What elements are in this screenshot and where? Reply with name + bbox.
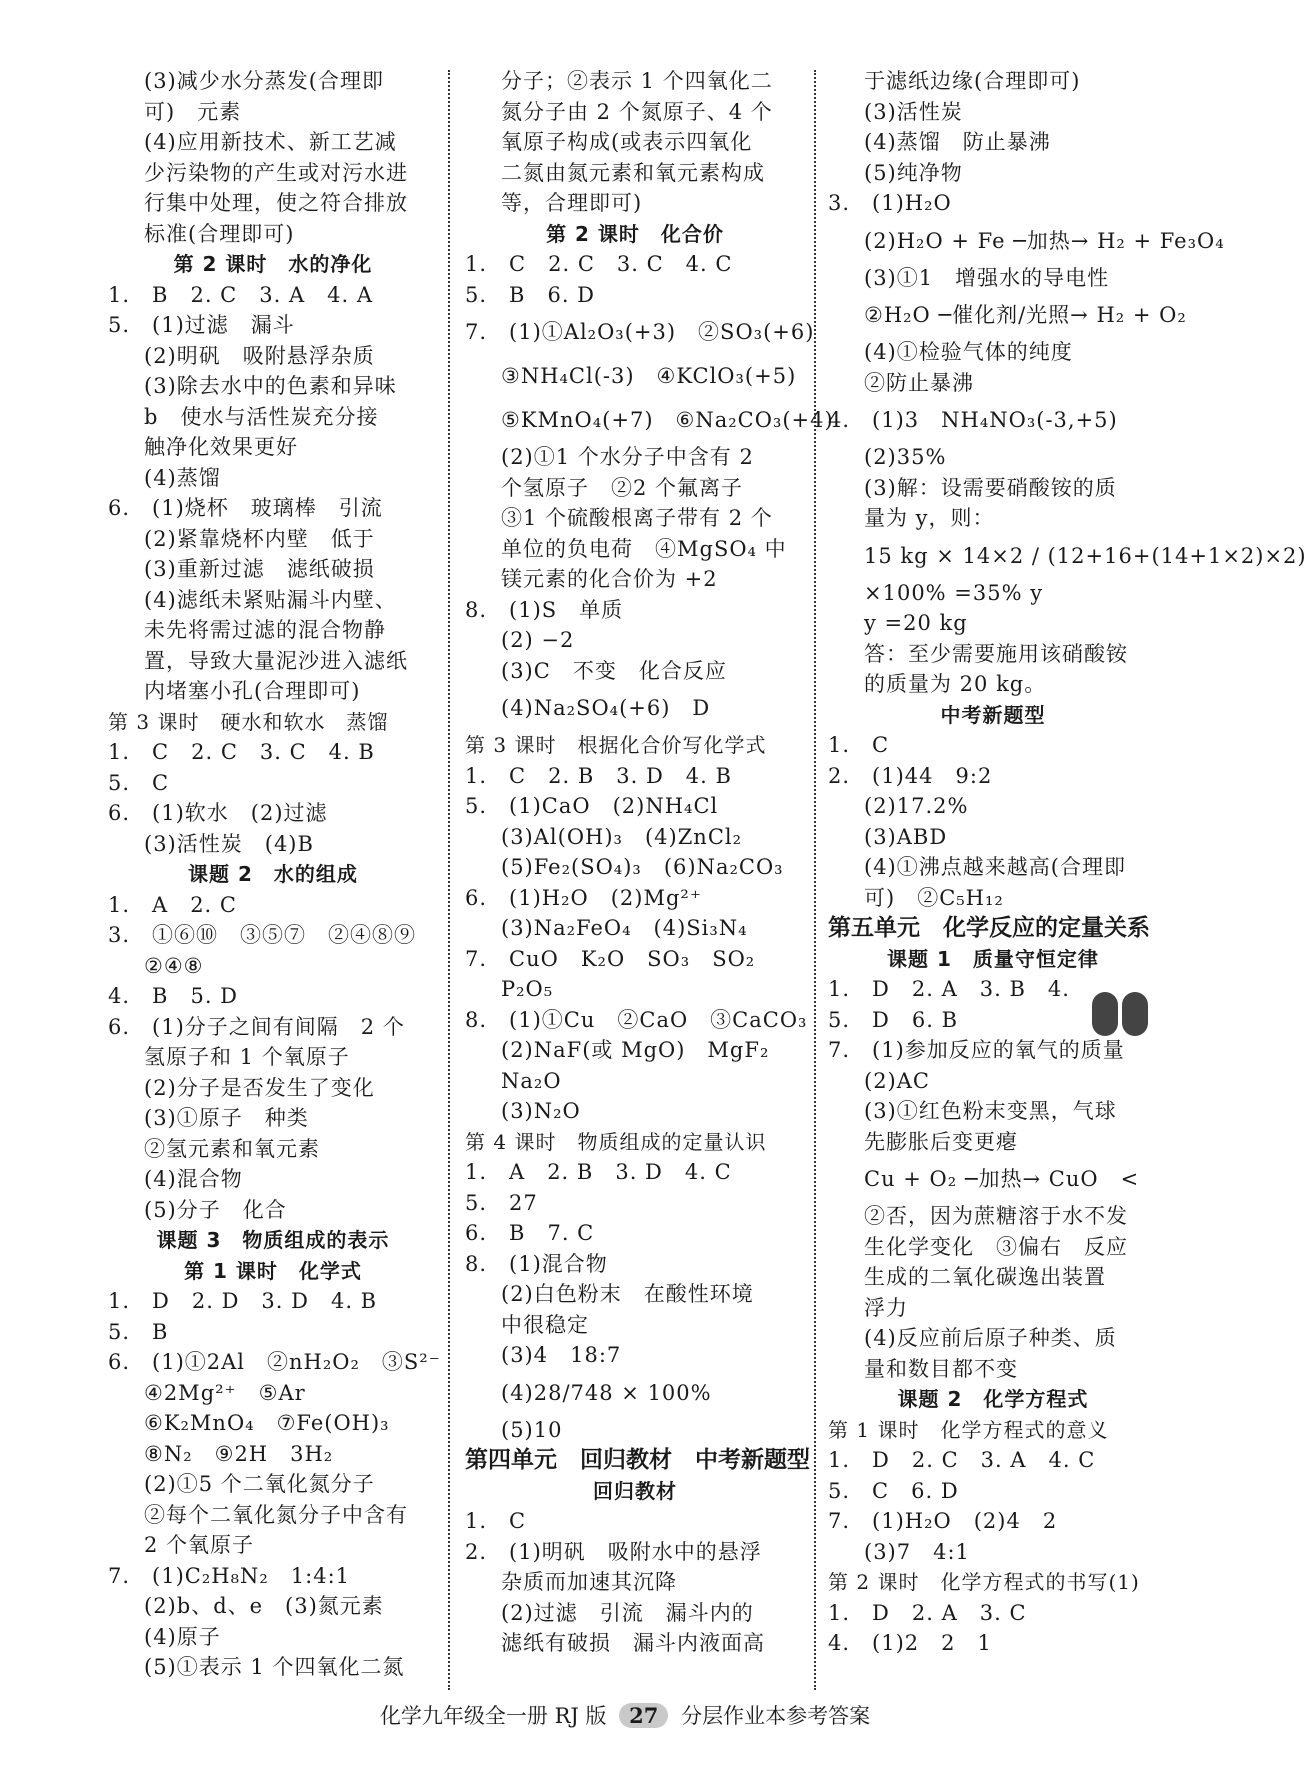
answer-line: 先膨胀后变更瘪 (864, 1129, 1018, 1154)
answer-line: (2)35% (864, 445, 947, 469)
answer-line: 杂质而加速其沉降 (501, 1570, 677, 1594)
answer-line: (4)滤纸未紧贴漏斗内壁、 (144, 587, 397, 612)
answer-line: (3)重新过滤 滤纸破损 (144, 557, 375, 581)
answer-line: 7. (1)①Al₂O₃(+3) ②SO₃(+6) (465, 320, 815, 344)
answer-line: ②氢元素和氧元素 (144, 1136, 320, 1161)
answer-line: 于滤纸边缘(合理即可) (864, 69, 1081, 93)
answer-line: (2) −2 (501, 628, 575, 652)
answer-line: (3)N₂O (501, 1099, 581, 1123)
answer-line: (4)28/748 × 100% (501, 1380, 712, 1405)
answer-line: (4)①检验气体的纯度 (864, 340, 1073, 364)
answer-line: 第 3 课时 根据化合价写化学式 (465, 733, 767, 757)
answer-line: 1. D 2. A 3. C (828, 1600, 1027, 1625)
answer-line: ⑤KMnO₄(+7) ⑥Na₂CO₃(+4) (501, 408, 834, 432)
answer-line: 少污染物的产生或对污水进 (144, 160, 408, 185)
answer-line: (5)纯净物 (864, 160, 963, 185)
answer-line: (2)紧靠烧杯内壁 低于 (144, 526, 375, 551)
answer-line: (4)①沸点越来越高(合理即 (864, 855, 1126, 879)
answer-line: 中很稳定 (501, 1312, 589, 1337)
answer-line: 单位的负电荷 ④MgSO₄ 中 (501, 536, 787, 561)
answer-line: 7. (1)参加反应的氧气的质量 (828, 1038, 1125, 1062)
answer-line: 的质量为 20 kg。 (864, 672, 1047, 696)
answer-line: 氢原子和 1 个氧原子 (144, 1045, 350, 1069)
answer-line: 1. C (828, 733, 890, 757)
answer-line: 6. (1)①2Al ②nH₂O₂ ③S²⁻ (108, 1350, 441, 1374)
answer-line: 氧原子构成(或表示四氧化 (501, 130, 753, 154)
answer-line: (5)10 (501, 1417, 563, 1442)
footer-book-title: 化学九年级全一册 RJ 版 (379, 1704, 607, 1728)
answer-line: 行集中处理，使之符合排放 (144, 191, 408, 215)
answer-line: (3)①原子 种类 (144, 1106, 309, 1130)
answer-line: 5. (1)CaO (2)NH₄Cl (465, 794, 719, 818)
answer-line: Cu + O₂ ─加热→ CuO < (864, 1167, 1140, 1191)
answer-line: 2 个氧原子 (144, 1533, 255, 1557)
answer-line: 可) ②C₅H₁₂ (864, 885, 1004, 910)
answer-line: (3)ABD (864, 824, 948, 849)
answer-line: 2. (1)44 9:2 (828, 763, 993, 788)
answer-line: 5. 27 (465, 1190, 538, 1215)
answer-line: ×100% =35% y (864, 580, 1044, 605)
answer-line: (2)①1 个水分子中含有 2 (501, 445, 754, 469)
answer-line: (3)解：设需要硝酸铵的质 (864, 475, 1117, 500)
answer-line: 中考新题型 (940, 702, 1046, 727)
answer-line: 内堵塞小孔(合理即可) (144, 679, 361, 703)
page-number: 27 (619, 1703, 668, 1728)
column-divider-right (814, 70, 816, 1690)
answer-line: 3. (1)H₂O (828, 191, 952, 215)
answer-line: 第 4 课时 物质组成的定量认识 (465, 1129, 767, 1154)
answer-line: ⑥K₂MnO₄ ⑦Fe(OH)₃ (144, 1411, 390, 1435)
answer-line: 第 1 课时 化学方程式的意义 (828, 1417, 1109, 1442)
page-footer (0, 1700, 1250, 1730)
answer-line: 8. (1)S 单质 (465, 597, 624, 622)
answer-line: ②防止暴沸 (864, 370, 974, 395)
answer-line: 答：至少需要施用该硝酸铵 (864, 641, 1128, 666)
answer-line: 回归教材 (593, 1478, 677, 1503)
answer-line: 1. C 2. B 3. D 4. B (465, 763, 732, 788)
answer-line: 课题 2 水的组成 (188, 862, 358, 886)
answer-line: 7. (1)H₂O (2)4 2 (828, 1509, 1058, 1533)
answer-line: 5. B (108, 1319, 169, 1344)
answer-line: (2)过滤 引流 漏斗内的 (501, 1600, 754, 1625)
answer-line: 2. (1)明矾 吸附水中的悬浮 (465, 1539, 762, 1564)
answer-line: 1. A 2. B 3. D 4. C (465, 1160, 732, 1184)
answer-line: 6. (1)软水 (2)过滤 (108, 801, 328, 825)
answer-line: 置，导致大量泥沙进入滤纸 (144, 648, 408, 673)
answer-line: 第四单元 回归教材 中考新题型 (465, 1447, 810, 1473)
answer-line: (2)白色粉末 在酸性环境 (501, 1282, 754, 1306)
answer-line: 8. (1)①Cu ②CaO ③CaCO₃ (465, 1007, 808, 1032)
answer-line: 课题 3 物质组成的表示 (156, 1228, 390, 1252)
answer-line: 1. B 2. C 3. A 4. A (108, 282, 374, 307)
answer-line: 6. (1)分子之间有间隔 2 个 (108, 1014, 405, 1039)
answer-line: 生成的二氧化碳逸出装置 (864, 1265, 1106, 1289)
answer-line: 触净化效果更好 (144, 435, 298, 459)
answer-line: 生化学变化 ③偏右 反应 (864, 1234, 1128, 1259)
answer-line: 6. (1)烧杯 玻璃棒 引流 (108, 496, 383, 520)
answer-line: (3)除去水中的色素和异味 (144, 374, 397, 398)
answer-line: 滤纸有破损 漏斗内液面高 (501, 1631, 765, 1655)
answer-line: (4)反应前后原子种类、质 (864, 1326, 1117, 1350)
answer-line: 5. B 6. D (465, 282, 596, 307)
answer-line: 可) 元素 (144, 99, 242, 124)
answer-line: 量和数目都不变 (864, 1356, 1018, 1381)
answer-line: 浮力 (864, 1295, 908, 1320)
answer-line: 1. D 2. A 3. B 4. (828, 977, 1070, 1001)
answer-line: (4)蒸馏 防止暴沸 (864, 130, 1051, 154)
answer-line: ②每个二氧化氮分子中含有 (144, 1502, 408, 1527)
answer-line: (3)7 4:1 (864, 1539, 970, 1564)
answer-line: (5)①表示 1 个四氧化二氮 (144, 1655, 405, 1679)
answer-line: 5. C 6. D (828, 1478, 959, 1503)
answer-line: 1. D 2. C 3. A 4. C (828, 1448, 1096, 1472)
answer-line: 第 1 课时 化学式 (184, 1258, 362, 1283)
answer-line: y =20 kg (864, 611, 968, 635)
answer-line: 7. (1)C₂H₈N₂ 1:4:1 (108, 1563, 351, 1588)
answer-column-2 (465, 66, 834, 1659)
answer-line: (2)AC (864, 1068, 930, 1093)
answer-line: 7. CuO K₂O SO₃ SO₂ (465, 946, 756, 971)
answer-line: b 使水与活性炭充分接 (144, 404, 379, 429)
answer-line: ②④⑧ (144, 953, 204, 978)
footer-section-title: 分层作业本参考答案 (681, 1704, 871, 1728)
answer-line: (3)减少水分蒸发(合理即 (144, 69, 384, 93)
answer-column-3 (828, 66, 1307, 1659)
answer-line: 1. C 2. C 3. C 4. B (108, 740, 375, 764)
decorative-dots (1092, 992, 1152, 1040)
answer-line: (2)明矾 吸附悬浮杂质 (144, 343, 375, 368)
answer-line: (2)H₂O + Fe ─加热→ H₂ + Fe₃O₄ (864, 228, 1225, 253)
answer-line: (2)17.2% (864, 794, 969, 818)
answer-line: 1. C (465, 1509, 527, 1533)
answer-line: (4)Na₂SO₄(+6) D (501, 696, 711, 720)
answer-line: 第 2 课时 化合价 (546, 221, 724, 246)
answer-line: ③1 个硫酸根离子带有 2 个 (501, 506, 773, 530)
answer-line: 氮分子由 2 个氮原子、4 个 (501, 99, 773, 124)
answer-line: 8. (1)混合物 (465, 1251, 608, 1276)
answer-line: (2)b、d、e (3)氮元素 (144, 1594, 384, 1618)
answer-line: (3)Na₂FeO₄ (4)Si₃N₄ (501, 916, 748, 940)
answer-line: (3)活性炭 (4)B (144, 831, 314, 856)
answer-line: ②否，因为蔗糖溶于水不发 (864, 1204, 1128, 1228)
answer-line: 等，合理即可) (501, 191, 643, 215)
answer-line: 个氢原子 ②2 个氟离子 (501, 475, 744, 500)
answer-line: 标准(合理即可) (144, 221, 295, 246)
answer-line: 第 2 课时 化学方程式的书写(1) (828, 1570, 1140, 1594)
answer-line: ③NH₄Cl(-3) ④KClO₃(+5) (501, 364, 797, 388)
answer-line: Na₂O (501, 1068, 562, 1093)
answer-line: 4. (1)2 2 1 (828, 1631, 992, 1655)
answer-line: (2)NaF(或 MgO) MgF₂ (501, 1038, 770, 1062)
answer-line: 第 2 课时 水的净化 (173, 252, 373, 276)
answer-line: 5. (1)过滤 漏斗 (108, 313, 295, 337)
answer-line: 1. D 2. D 3. D 4. B (108, 1289, 378, 1313)
answer-line: 二氮由氮元素和氧元素构成 (501, 160, 765, 185)
answer-line: 第五单元 化学反应的定量关系 (828, 915, 1150, 941)
answer-line: P₂O₅ (501, 977, 554, 1001)
answer-line: (5)分子 化合 (144, 1197, 287, 1222)
answer-line: ②H₂O ─催化剂/光照→ H₂ + O₂ (864, 303, 1187, 327)
answer-line: (4)应用新技术、新工艺减 (144, 130, 397, 154)
answer-line: (3)活性炭 (864, 99, 963, 124)
answer-line: (2)分子是否发生了变化 (144, 1075, 375, 1100)
answer-line: (3)C 不变 化合反应 (501, 658, 727, 683)
answer-line: 课题 1 质量守恒定律 (887, 946, 1099, 971)
answer-line: 6. B 7. C (465, 1221, 595, 1245)
answer-column-1 (108, 66, 441, 1683)
answer-line: 镁元素的化合价为 +2 (501, 567, 718, 591)
answer-line: 1. C 2. C 3. C 4. C (465, 252, 733, 276)
answer-line: 课题 2 化学方程式 (897, 1387, 1089, 1411)
answer-line: 第 3 课时 硬水和软水 蒸馏 (108, 709, 389, 734)
answer-line: 量为 y，则： (864, 506, 995, 530)
answer-line: (3)①红色粉末变黑，气球 (864, 1099, 1117, 1123)
answer-line: (2)①5 个二氧化氮分子 (144, 1472, 375, 1496)
answer-line: 5. D 6. B (828, 1007, 959, 1032)
answer-line: 5. C (108, 770, 170, 795)
answer-line: 分子；②表示 1 个四氧化二 (501, 69, 773, 93)
answer-line: 6. (1)H₂O (2)Mg²⁺ (465, 885, 702, 910)
answer-line: (4)混合物 (144, 1167, 243, 1191)
answer-line: 3. ①⑥⑩ ③⑤⑦ ②④⑧⑨ (108, 923, 417, 947)
answer-line: (4)蒸馏 (144, 465, 221, 490)
answer-line: (3)4 18:7 (501, 1343, 622, 1367)
answer-line: (5)Fe₂(SO₄)₃ (6)Na₂CO₃ (501, 855, 784, 879)
answer-line: ④2Mg²⁺ ⑤Ar (144, 1380, 306, 1405)
answer-line: 1. A 2. C (108, 892, 237, 917)
answer-line: 未先将需过滤的混合物静 (144, 618, 386, 642)
answer-line: (4)原子 (144, 1624, 221, 1649)
answer-line: (3)Al(OH)₃ (4)ZnCl₂ (501, 824, 743, 849)
column-divider-left (448, 70, 450, 1690)
answer-line: ⑧N₂ ⑨2H 3H₂ (144, 1441, 334, 1466)
answer-line: 4. (1)3 NH₄NO₃(-3,+5) (828, 408, 1118, 432)
answer-line: 4. B 5. D (108, 984, 239, 1008)
answer-line: 15 kg × 14×2 / (12+16+(14+1×2)×2) (864, 543, 1307, 568)
answer-line: (3)①1 增强水的导电性 (864, 265, 1110, 290)
